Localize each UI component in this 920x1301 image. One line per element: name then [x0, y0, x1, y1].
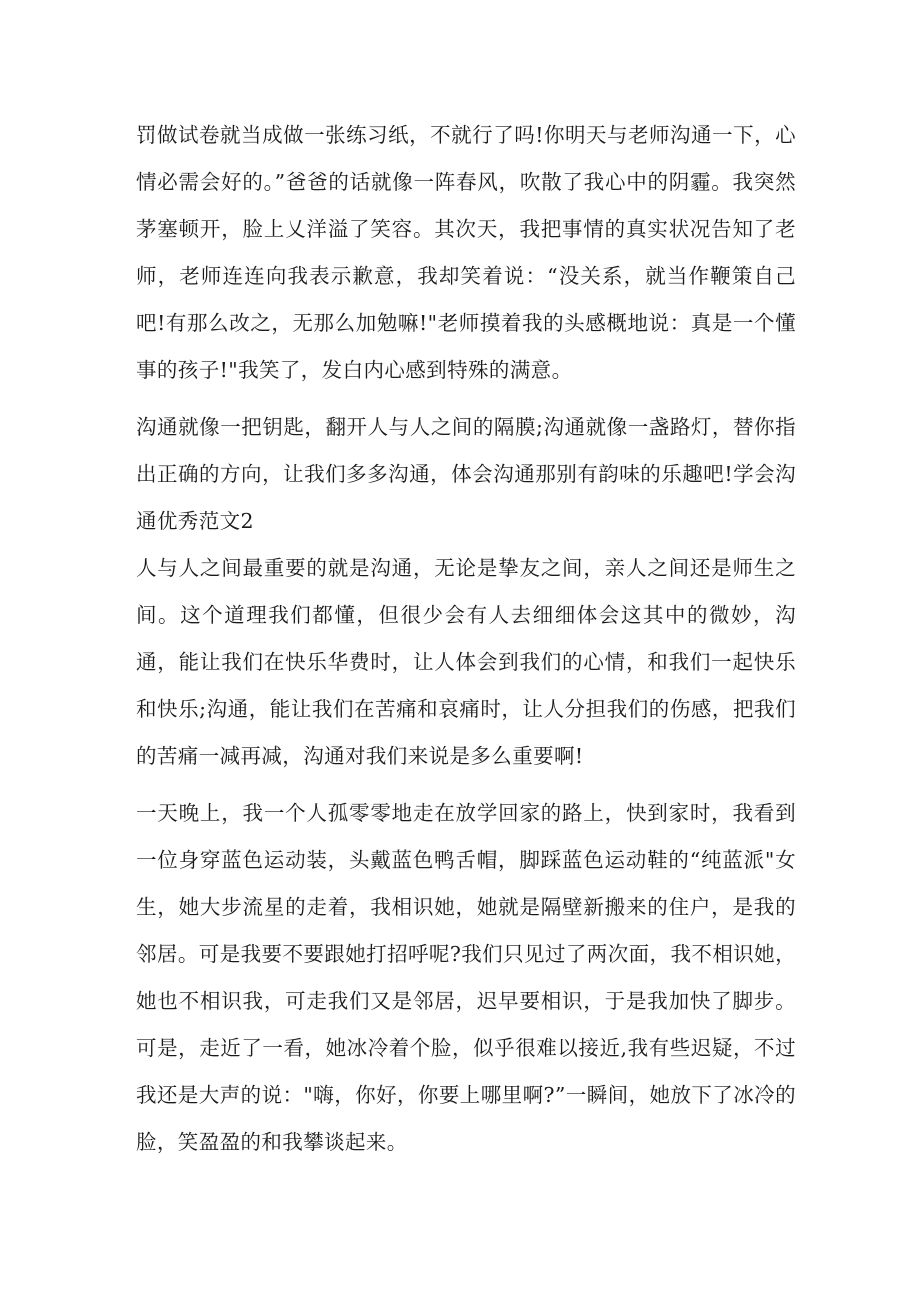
paragraph-2: 沟通就像一把钥匙，翻开人与人之间的隔膜;沟通就像一盏路灯，替你指出正确的方向，让我们多多沟通，体会沟通那别有韵味的乐趣吧!学会沟通优秀范文2: [136, 415, 796, 533]
paragraph-4: 一天晚上，我一个人孤零零地走在放学回家的路上，快到家时，我看到一位身穿蓝色运动装，头戴蓝色鸭舌帽，脚踩蓝色运动鞋的“纯蓝派"女生，她大步流星的走着，我相识她，她就是隔壁新搬来的住户，是我的邻居。可是我要不要跟她打招呼呢?我们只见过了两次面，我不相识她，她也不相识我，可走我们又是邻居，迟早要相识，于是我加快了脚步。可是，走近了一看，她冰冷着个脸，似乎很难以接近,我有些迟疑，不过我还是大声的说："嗨，你好，你要上哪里啊?”一瞬间，她放下了冰冷的脸，笑盈盈的和我攀谈起来。: [136, 801, 796, 1154]
document-body: [136, 112, 796, 1176]
paragraph-3: 人与人之间最重要的就是沟通，无论是挚友之间，亲人之间还是师生之间。这个道理我们都懂，但很少会有人去细细体会这其中的微妙，沟通，能让我们在快乐华费时，让人体会到我们的心情，和我们一起快乐和快乐;沟通，能让我们在苦痛和哀痛时，让人分担我们的伤感，把我们的苦痛一减再减，沟通对我们来说是多么重要啊!: [136, 556, 796, 768]
paragraph-1: 罚做试卷就当成做一张练习纸，不就行了吗!你明天与老师沟通一下，心情必需会好的。”爸爸的话就像一阵春风，吹散了我心中的阴霾。我突然茅塞顿开，脸上乂洋溢了笑容。其次天，我把事情的真实状况告知了老师，老师连连向我表示歉意，我却笑着说：“没关系，就当作鞭策自己吧!有那么改之，无那么加勉嘛!"老师摸着我的头感概地说：真是一个懂事的孩子!"我笑了，发白内心感到特殊的满意。: [136, 123, 796, 382]
